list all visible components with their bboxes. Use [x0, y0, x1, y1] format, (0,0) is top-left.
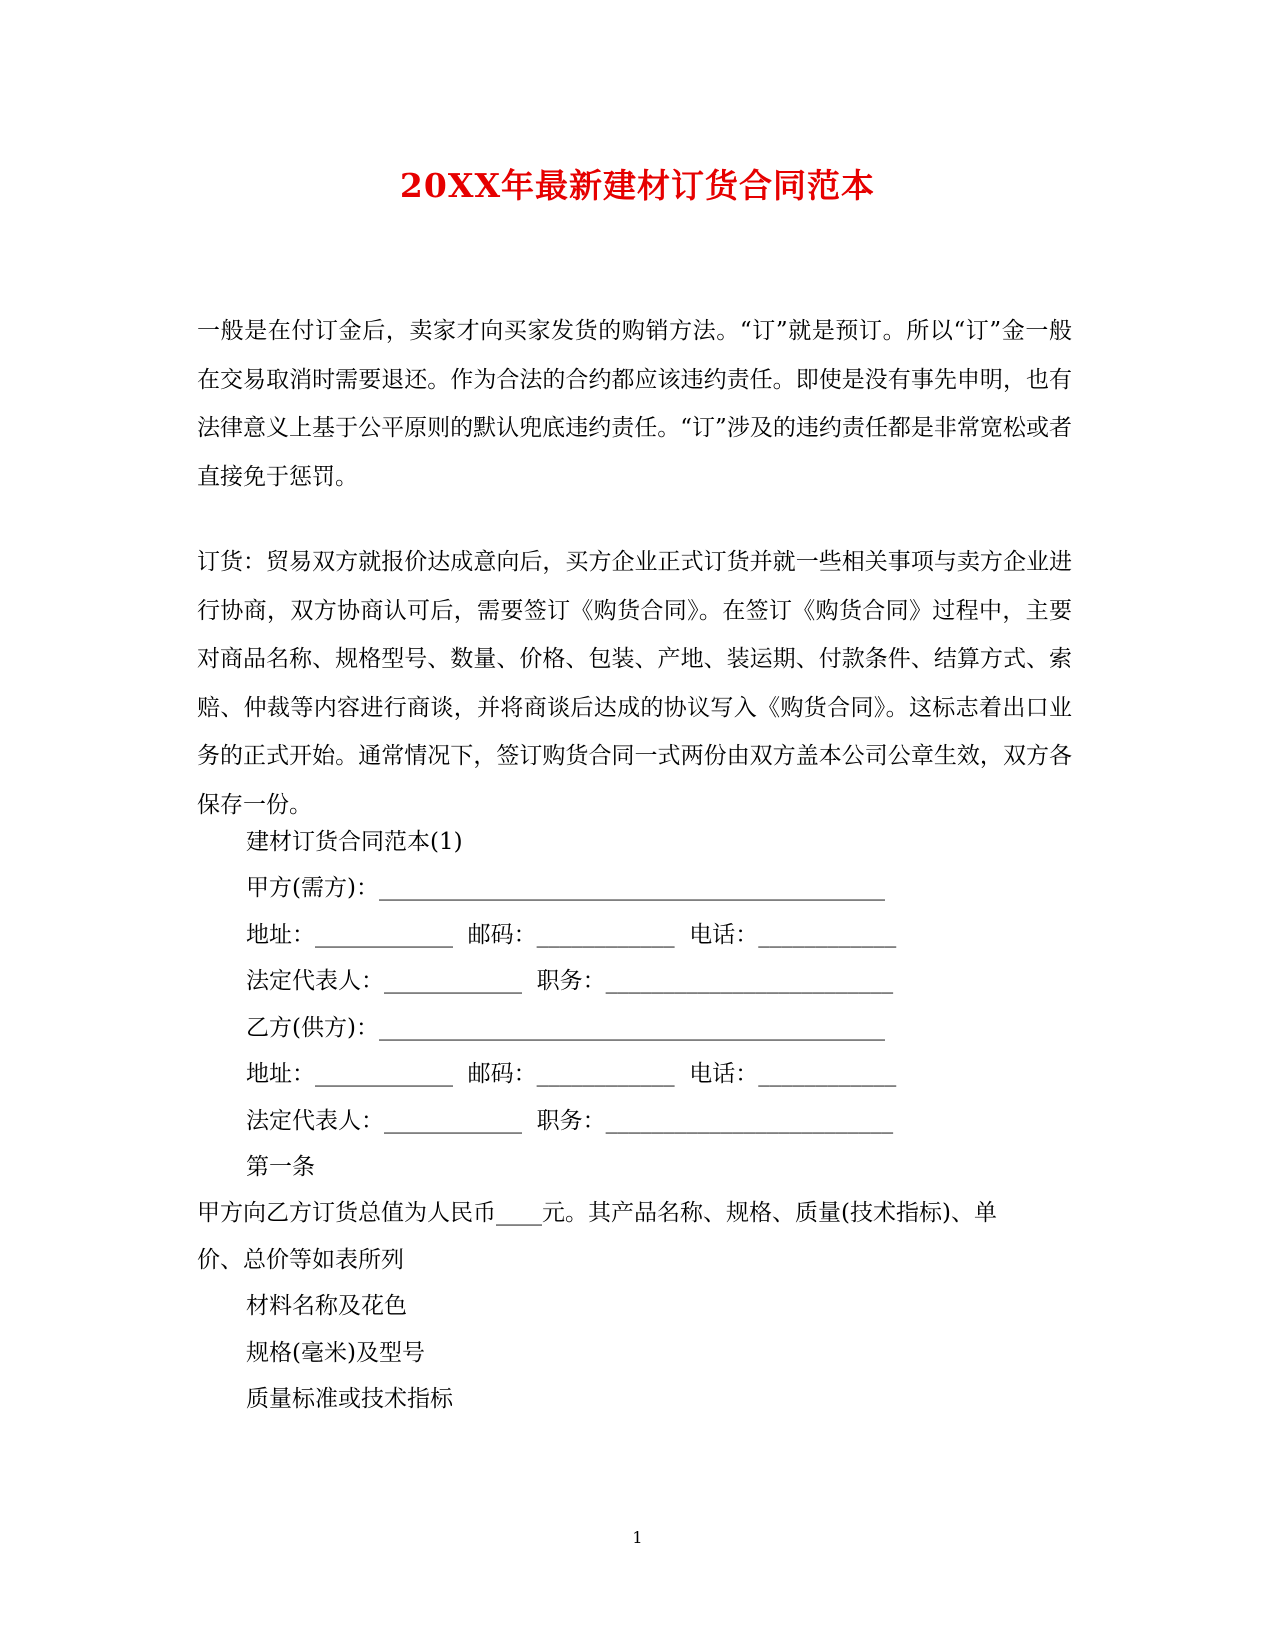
item-quality-label: 质量标准或技术指标	[246, 1386, 453, 1412]
ordering-paragraph: 订货：贸易双方就报价达成意向后，买方企业正式订货并就一些相关事项与卖方企业进行协商，双方协商认可后，需要签订《购货合同》。在签订《购货合同》过程中，主要对商品名称、规格型号、数量、价格、包装、产地、装运期、付款条件、结算方式、索赔、仲裁等内容进行商谈，并将商谈后达成的协议写入《购货合同》。这标志着出口业务的正式开始。通常情况下，签订购货合同一式两份由双方盖本公司公章生效，双方各保存一份。	[197, 549, 1072, 818]
party-b-field: 乙方(供方)：____________________________________________	[246, 1015, 885, 1041]
party-a-address-line: 地址：____________ 邮码：____________ 电话：____________	[246, 922, 897, 948]
document-title: 20XX年最新建材订货合同范本	[399, 166, 876, 205]
party-b-address-line: 地址：____________ 邮码：____________ 电话：____________	[246, 1061, 897, 1087]
item-name-label: 材料名称及花色	[246, 1293, 407, 1319]
intro-paragraph: 一般是在付订金后，卖家才向买家发货的购销方法。“订”就是预订。所以“订”金一般在交易取消时需要退还。作为合法的合约都应该违约责任。即使是没有事先申明，也有法律意义上基于公平原则的默认兜底违约责任。“订”涉及的违约责任都是非常宽松或者直接免于惩罚。	[197, 318, 1072, 490]
article-one-heading: 第一条	[246, 1154, 315, 1180]
template-heading: 建材订货合同范本(1)	[246, 829, 463, 855]
page-number: 1	[632, 1528, 643, 1547]
party-a-representative-line: 法定代表人：____________ 职务：_________________________	[246, 968, 894, 994]
party-b-representative-line: 法定代表人：____________ 职务：_________________________	[246, 1108, 894, 1134]
article-one-text-continued: 价、总价等如表所列	[197, 1247, 404, 1273]
party-a-field: 甲方(需方)：____________________________________________	[246, 875, 885, 901]
item-spec-label: 规格(毫米)及型号	[246, 1340, 425, 1366]
article-one-text: 甲方向乙方订货总值为人民币____元。其产品名称、规格、质量(技术指标)、单	[197, 1200, 997, 1226]
